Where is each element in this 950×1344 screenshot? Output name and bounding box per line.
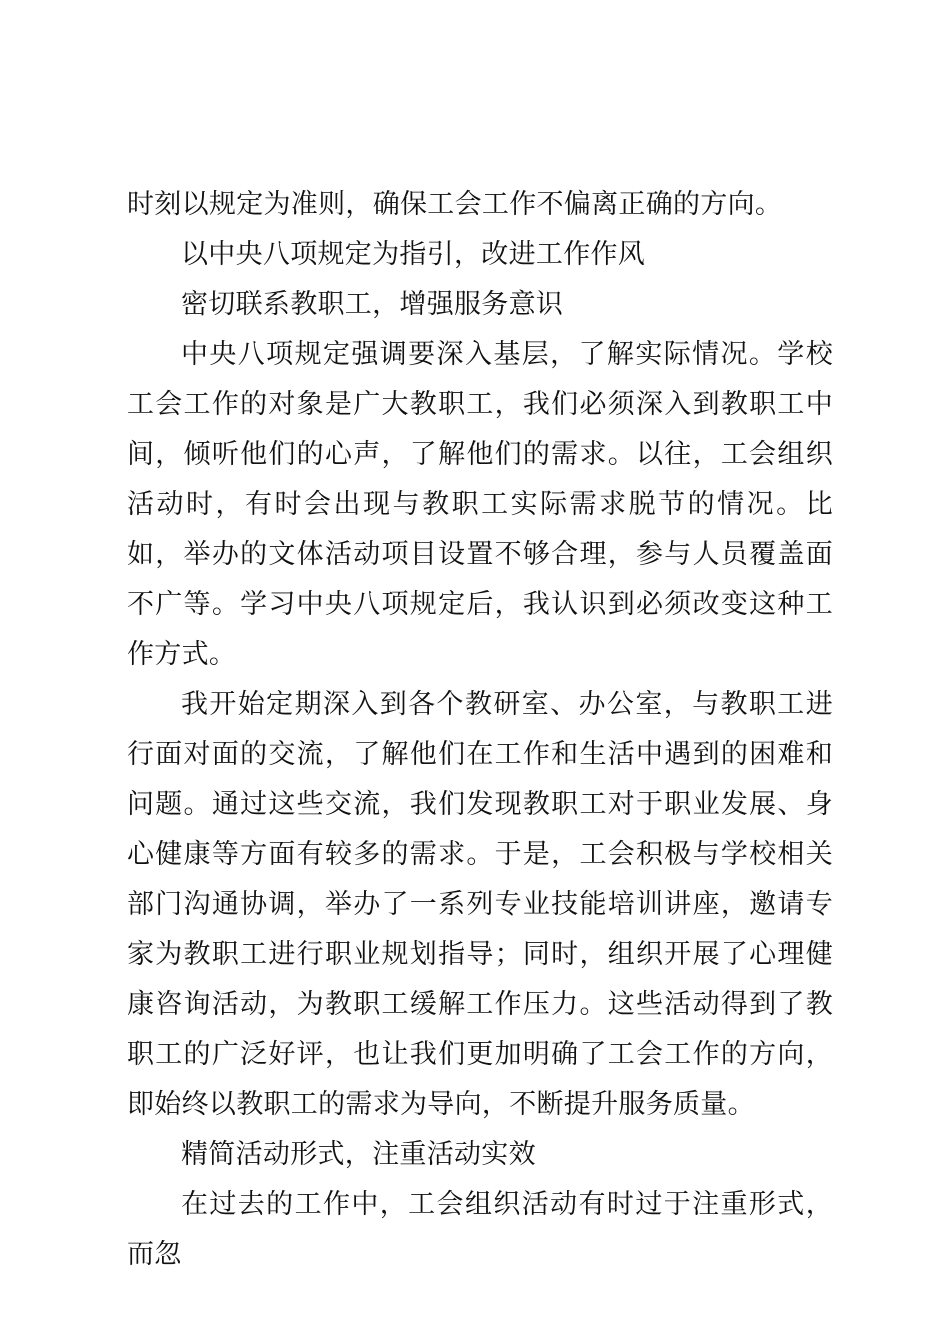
section-heading: 以中央八项规定为指引，改进工作作风: [181, 239, 646, 270]
body-paragraph: 我开始定期深入到各个教研室、办公室，与教职工进行面对面的交流，了解他们在工作和生活中遇到的困难和问题。通过这些交流，我们发现教职工对于职业发展、身心健康等方面有较多的需求。于是，工会积极与学校相关部门沟通协调，举办了一系列专业技能培训讲座，邀请专家为教职工进行职业规划指导；同时，组织开展了心理健康咨询活动，为教职工缓解工作压力。这些活动得到了教职工的广泛好评，也让我们更加明确了工会工作的方向，即始终以教职工的需求为导向，不断提升服务质量。: [127, 689, 833, 1120]
subsection-heading: 密切联系教职工，增强服务意识: [181, 289, 564, 320]
subsection-heading: 精简活动形式，注重活动实效: [181, 1139, 536, 1170]
document-body: [127, 180, 833, 1280]
body-paragraph: 在过去的工作中，工会组织活动有时过于注重形式，而忽: [127, 1189, 833, 1270]
paragraph-continuation: 时刻以规定为准则，确保工会工作不偏离正确的方向。: [127, 189, 783, 220]
body-paragraph: 中央八项规定强调要深入基层，了解实际情况。学校工会工作的对象是广大教职工，我们必须深入到教职工中间，倾听他们的心声，了解他们的需求。以往，工会组织活动时，有时会出现与教职工实际需求脱节的情况。比如，举办的文体活动项目设置不够合理，参与人员覆盖面不广等。学习中央八项规定后，我认识到必须改变这种工作方式。: [127, 339, 833, 670]
